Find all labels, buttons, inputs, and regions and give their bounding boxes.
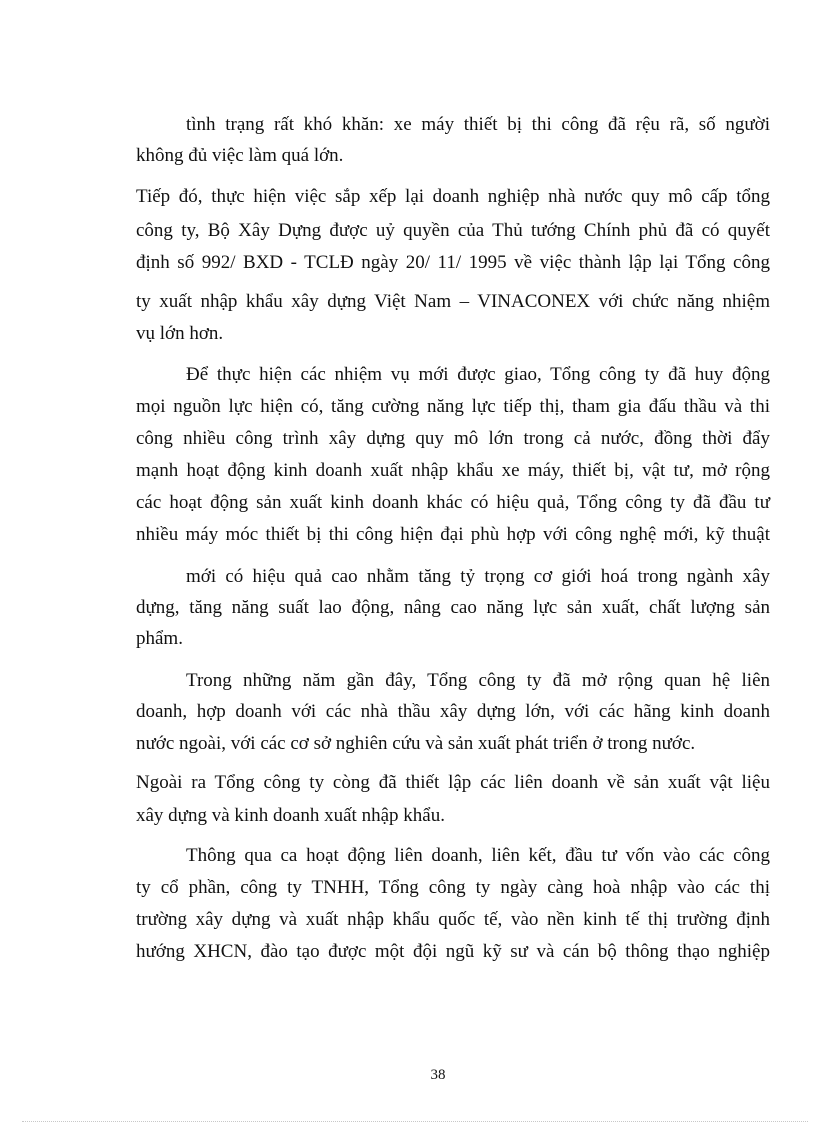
text-line: Để thực hiện các nhiệm vụ mới được giao, Tổng công ty đã huy động <box>186 364 770 385</box>
text-line: trường xây dựng và xuất nhập khẩu quốc tế, vào nền kinh tế thị trường định <box>136 909 770 930</box>
text-line: mới có hiệu quả cao nhằm tăng tỷ trọng cơ giới hoá trong ngành xây <box>186 566 770 587</box>
page-bottom-divider <box>22 1121 808 1122</box>
text-line: tình trạng rất khó khăn: xe máy thiết bị thi công đã rệu rã, số người <box>186 114 770 135</box>
text-line: công ty, Bộ Xây Dựng được uỷ quyền của Thủ tướng Chính phủ đã có quyết <box>136 220 770 241</box>
text-line: nước ngoài, với các cơ sở nghiên cứu và sản xuất phát triển ở trong nước. <box>136 733 696 754</box>
text-line: hướng XHCN, đào tạo được một đội ngũ kỹ sư và cán bộ thông thạo nghiệp <box>136 941 770 962</box>
text-line: Thông qua ca hoạt động liên doanh, liên kết, đầu tư vốn vào các công <box>186 845 770 866</box>
text-line: Trong những năm gần đây, Tổng công ty đã mở rộng quan hệ liên <box>186 670 770 691</box>
text-line: phẩm. <box>136 628 183 649</box>
text-line: dựng, tăng năng suất lao động, nâng cao năng lực sản xuất, chất lượng sản <box>136 597 770 618</box>
text-line: ty xuất nhập khẩu xây dựng Việt Nam – VINACONEX với chức năng nhiệm <box>136 291 770 312</box>
text-line: mọi nguồn lực hiện có, tăng cường năng lực tiếp thị, tham gia đấu thầu và thi <box>136 396 770 417</box>
text-line: Tiếp đó, thực hiện việc sắp xếp lại doanh nghiệp nhà nước quy mô cấp tổng <box>136 186 770 207</box>
text-line: công nhiều công trình xây dựng quy mô lớn trong cả nước, đồng thời đẩy <box>136 428 770 449</box>
text-line: không đủ việc làm quá lớn. <box>136 145 344 166</box>
text-line: ty cổ phần, công ty TNHH, Tổng công ty ngày càng hoà nhập vào các thị <box>136 877 770 898</box>
text-line: các hoạt động sản xuất kinh doanh khác có hiệu quả, Tổng công ty đã đầu tư <box>136 492 770 513</box>
text-line: vụ lớn hơn. <box>136 323 224 344</box>
text-line: Ngoài ra Tổng công ty còng đã thiết lập các liên doanh về sản xuất vật liệu <box>136 772 770 793</box>
text-line: doanh, hợp doanh với các nhà thầu xây dựng lớn, với các hãng kinh doanh <box>136 701 770 722</box>
text-line: nhiều máy móc thiết bị thi công hiện đại phù hợp với công nghệ mới, kỹ thuật <box>136 524 770 545</box>
text-line: định số 992/ BXD - TCLĐ ngày 20/ 11/ 1995 về việc thành lập lại Tổng công <box>136 252 770 273</box>
page-number: 38 <box>430 1067 446 1083</box>
text-line: mạnh hoạt động kinh doanh xuất nhập khẩu xe máy, thiết bị, vật tư, mở rộng <box>136 460 770 481</box>
text-line: xây dựng và kinh doanh xuất nhập khẩu. <box>136 805 445 826</box>
